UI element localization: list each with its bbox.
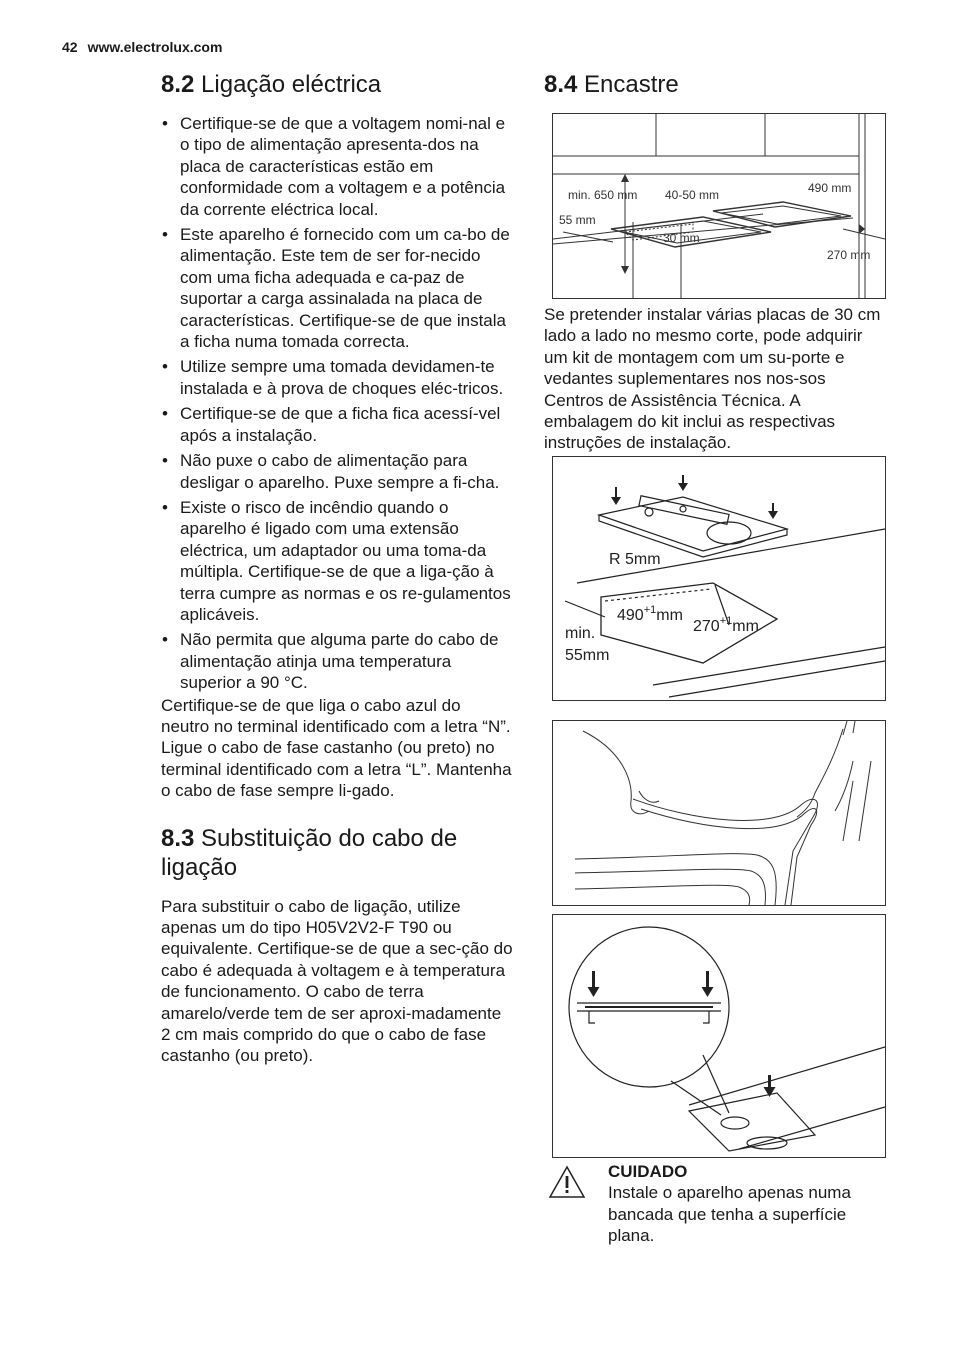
page-number: 42 (62, 39, 78, 55)
mounting-kit-paragraph: Se pretender instalar várias placas de 30 cm lado a lado no mesmo corte, pode adquirir um kit de montagem com um su-porte e vedantes suplementares nos nos-sos Centros de Assistência Técnica. A embalagem do kit inclui as respectivas instruções de instalação. (544, 305, 881, 453)
seal-application-figure (552, 720, 886, 906)
section-8-4-heading: 8.4 Encastre (544, 71, 679, 98)
section-8-3-heading: 8.3 Substituição do cabo de ligação (161, 824, 458, 881)
dim-min-650: min. 650 mm (568, 188, 638, 202)
right-column (544, 70, 889, 1158)
list-item: • Existe o risco de incêndio quando o aparelho é ligado com uma extensão eléctrica, um adaptador ou uma toma-da múltipla. Certifique-se de que a liga-ção à terra cumpre as normas e os re-gulamentos aplicáveis. (161, 497, 513, 625)
warning-triangle-icon (548, 1165, 586, 1204)
list-item: • Não puxe o cabo de alimentação para desligar o aparelho. Puxe sempre a fi-cha. (161, 450, 513, 493)
width-490-label: $490^{+1}mm$ (617, 603, 683, 624)
caution-text: Instale o aparelho apenas numa bancada que tenha a superfície plana. (608, 1183, 851, 1246)
cutout-dimensions-figure (552, 113, 886, 299)
dim-490: 490 mm (808, 181, 852, 195)
wiring-paragraph: Certifique-se de que liga o cabo azul do neutro no terminal identificado com a letra “N”. Ligue o cabo de fase castanho (ou preto) no terminal identificado com a letra “L”. Mantenha o cabo de fase sempre li-gado. (161, 695, 512, 801)
dim-30: 30 mm (663, 231, 700, 245)
list-item: • Não permita que alguma parte do cabo de alimentação atinja uma temperatura superior a 90 °C. (161, 629, 513, 693)
depth-270-label: $270^{+1}mm$ (693, 614, 759, 635)
cable-replacement-paragraph: Para substituir o cabo de ligação, utilize apenas um do tipo H05V2V2-F T90 ou equivalente. Certifique-se de que a sec-ção do cabo é adequada à voltagem e à temperatura de funcionamento. O cabo de terra amarelo/verde tem de ser aproxi-madamente 2 cm mais comprido do que o cabo de fase castanho (ou preto). (161, 896, 513, 1066)
list-item: • Certifique-se de que a voltagem nomi-nal e o tipo de alimentação apresenta-dos na placa de características estão em conformidade com a voltagem e a potência da corrente eléctrica local. (161, 113, 513, 220)
min-55-label: 55mm (565, 646, 610, 664)
electrical-bullets (161, 113, 513, 694)
section-8-2-heading: 8.2 Ligação eléctrica (161, 71, 382, 98)
dim-55: 55 mm (559, 213, 596, 227)
min-label: min. (565, 624, 596, 642)
dim-270: 270 mm (827, 248, 871, 262)
caution-notice (544, 1161, 889, 1247)
list-item: • Este aparelho é fornecido com um ca-bo de alimentação. Este tem de ser for-necido com uma ficha adequada e ca-paz de suportar a carga assinalada na placa de características. Certifique-se de que instala a ficha numa tomada correcta. (161, 224, 513, 352)
left-column (161, 70, 513, 1067)
caution-label: CUIDADO (608, 1162, 688, 1181)
page-header (62, 39, 222, 55)
list-item: • Utilize sempre uma tomada devidamen-te instalada e à prova de choques eléc-tricos. (161, 356, 513, 399)
radius-label: R 5mm (609, 550, 661, 568)
cutout-radius-figure (552, 456, 886, 701)
dim-40-50: 40-50 mm (665, 188, 720, 202)
website-link[interactable]: www.electrolux.com (87, 39, 223, 55)
fitting-detail-figure (552, 914, 886, 1158)
list-item: • Certifique-se de que a ficha fica acessí-vel após a instalação. (161, 403, 513, 446)
